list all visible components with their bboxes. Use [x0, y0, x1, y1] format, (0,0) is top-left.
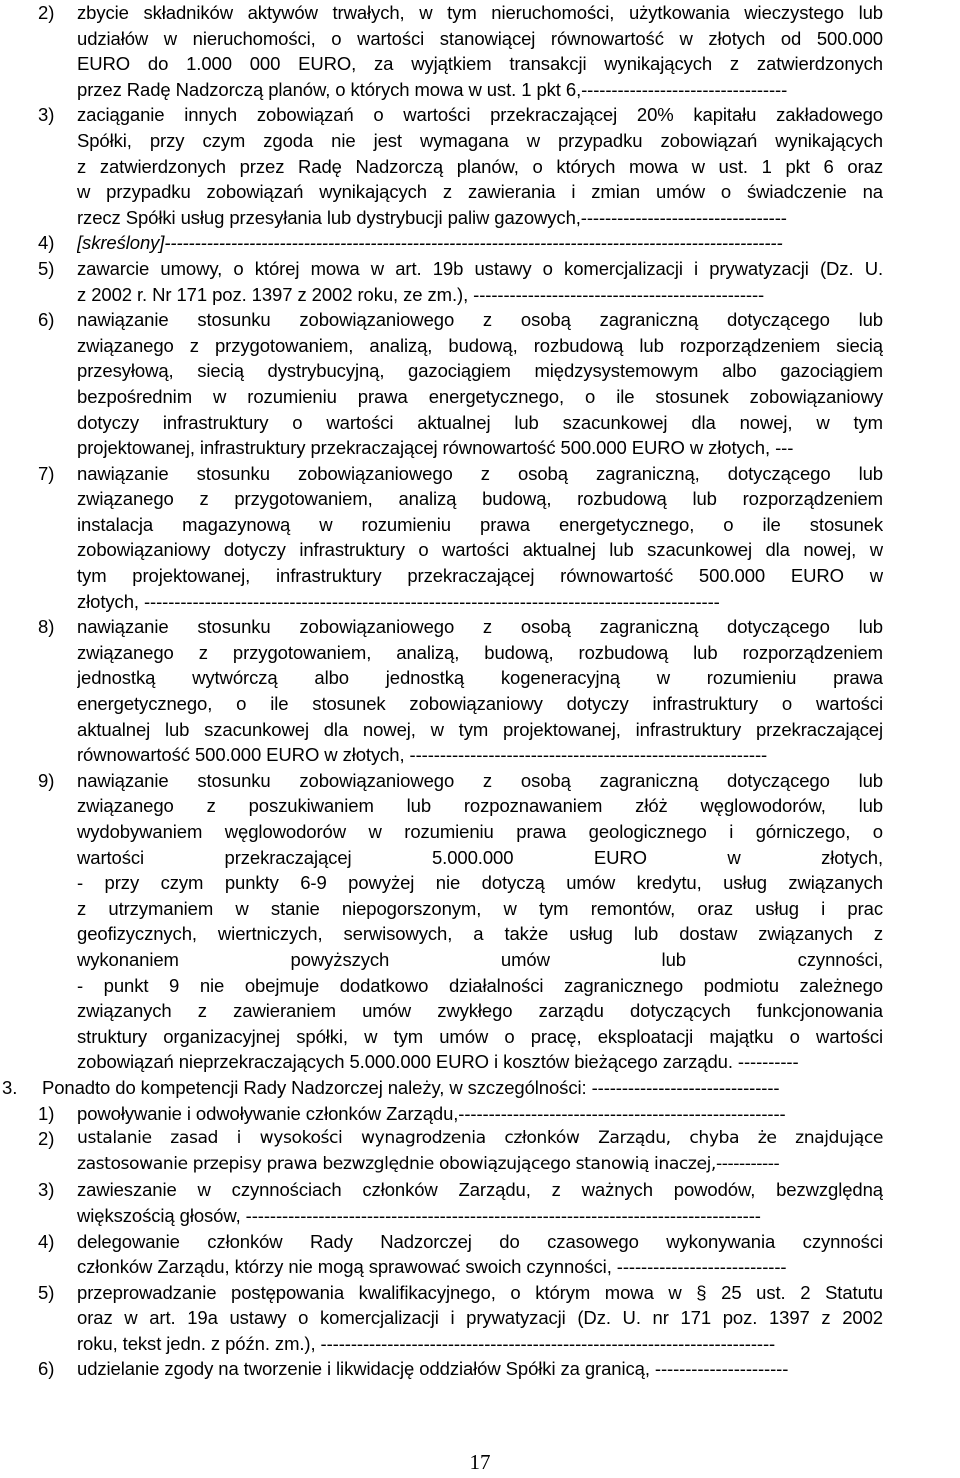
- list-item-number: 3): [38, 1179, 55, 1201]
- text-line: z zatwierdzonych przez Radę Nadzorczą planów, o których mowa w ust. 1 pkt 6 oraz: [77, 155, 883, 177]
- text-line: nawiązanie stosunku zobowiązaniowego z osobą zagraniczną dotyczącego lub: [77, 309, 883, 331]
- text-line: w przypadku zobowiązań wynikających z zawierania i zmian umów o świadczenie na: [77, 181, 883, 203]
- text-line: związanego z przygotowaniem, analizą budową, rozbudową lub rozporządzeniem: [77, 488, 883, 510]
- list-item-number: 9): [38, 769, 55, 791]
- text-line: - przy czym punkty 6-9 powyżej nie dotyczą umów kredytu, usług związanych: [77, 872, 883, 894]
- text-line: związanego z poszukiwaniem lub rozpoznawaniem złóż węglowodorów, lub: [77, 795, 883, 817]
- list-item: [0, 230, 883, 256]
- text-line: instalacja magazynową w rozumieniu prawa energetycznego, o ile stosunek: [77, 513, 883, 535]
- text-line: EURO do 1.000 000 EURO, za wyjątkiem transakcji wynikających z zatwierdzonych: [77, 53, 883, 75]
- text-line: roku, tekst jedn. z późn. zm.), ---------------------------------------------------------------------------: [77, 1332, 776, 1354]
- list-item-number: 5): [38, 1281, 55, 1303]
- list-item-number: 8): [38, 616, 55, 638]
- text-line: [skreślony]------------------------------------------------------------------------------------------------------: [77, 232, 783, 254]
- text-line: nawiązanie stosunku zobowiązaniowego z osobą zagraniczną dotyczącego lub: [77, 769, 883, 791]
- text-line: ustalanie zasad i wysokości wynagrodzenia członków Zarządu, chyba że znajdujące: [77, 1128, 883, 1149]
- list-item-number: 6): [38, 1358, 55, 1380]
- text-line: przesyłową, siecią dystrybucyjną, gazociągiem międzysystemowym albo gazociągiem: [77, 360, 883, 382]
- list-item-number: 3): [38, 104, 55, 126]
- list-item: [0, 614, 883, 768]
- page-number: 17: [469, 1450, 491, 1474]
- text-line: związanych z zawieraniem umów zwykłego zarządu dotyczących funkcjonowania: [77, 1000, 883, 1022]
- text-line: zastosowanie przepisy prawa bezwzględnie obowiązującego stanowią inaczej,-----------: [77, 1153, 780, 1174]
- text-line: geofizycznych, wiertniczych, serwisowych, a także usług lub dostaw związanych z: [77, 923, 883, 945]
- list-item-number: 4): [38, 232, 55, 254]
- text-line: energetycznego, o ile stosunek zobowiązaniowy dotyczy infrastruktury o wartości: [77, 693, 883, 715]
- text-line: związanego z przygotowaniem, analizą, budową, rozbudową lub rozporządzeniem siecią: [77, 334, 883, 356]
- list-item-number: 6): [38, 309, 55, 331]
- text-line: wartości przekraczającej 5.000.000 EURO w złotych,: [77, 846, 883, 868]
- text-line: zawieszanie w czynnościach członków Zarządu, z ważnych powodów, bezwzględną: [77, 1179, 883, 1201]
- list-item-number: 5): [38, 257, 55, 279]
- text-line: oraz w art. 19a ustawy o komercjalizacji i prywatyzacji (Dz. U. nr 171 poz. 1397 z 2002: [77, 1307, 883, 1329]
- text-line: udziałów w nieruchomości, o wartości stanowiącej równowartość w złotych od 500.000: [77, 27, 883, 49]
- text-line: udzielanie zgody na tworzenie i likwidację oddziałów Spółki za granicą, ----------------------: [77, 1358, 789, 1380]
- text-line: Spółki, przy czym zgoda nie jest wymagana w przypadku zobowiązań wynikających: [77, 129, 883, 151]
- text-line: rzecz Spółki usług przesyłania lub dystrybucji paliw gazowych,----------------------------------: [77, 206, 787, 228]
- list-item: [0, 0, 883, 102]
- list-item-number: 3.: [2, 1076, 18, 1098]
- text-line: jednostką wytwórczą albo jednostką kogeneracyjną w rozumieniu prawa: [77, 667, 883, 689]
- list-item: [0, 461, 883, 615]
- list-item-number: 4): [38, 1230, 55, 1252]
- list-item: [0, 307, 883, 461]
- text-line: projektowanej, infrastruktury przekraczającej równowartość 500.000 EURO w złotych, ---: [77, 437, 794, 459]
- text-line: dotyczy infrastruktury o wartości aktualnej lub szacunkowej dla nowej, w tym: [77, 411, 883, 433]
- text-line: związanego z przygotowaniem, analizą, budową, rozbudową lub rozporządzeniem: [77, 641, 883, 663]
- list-item-number: 1): [38, 1102, 55, 1124]
- text-line: zaciąganie innych zobowiązań o wartości przekraczającej 20% kapitału zakładowego: [77, 104, 883, 126]
- text-line: tym projektowanej, infrastruktury przekraczającej równowartość 500.000 EURO w: [77, 565, 883, 587]
- text-line: złotych, -----------------------------------------------------------------------------------------------: [77, 590, 720, 612]
- text-line: nawiązanie stosunku zobowiązaniowego z osobą zagraniczną dotyczącego lub: [77, 616, 883, 638]
- text-line: przeprowadzanie postępowania kwalifikacyjnego, o którym mowa w § 25 ust. 2 Statutu: [77, 1281, 883, 1303]
- list-item: [0, 1126, 883, 1177]
- text-line: zbycie składników aktywów trwałych, w tym nieruchomości, użytkowania wieczystego lub: [77, 2, 883, 23]
- text-line: z 2002 r. Nr 171 poz. 1397 z 2002 roku, ze zm.), ------------------------------------------------: [77, 283, 765, 305]
- text-line: równowartość 500.000 EURO w złotych, -----------------------------------------------------------: [77, 744, 768, 766]
- text-line: powoływanie i odwoływanie członków Zarządu,------------------------------------------------------: [77, 1102, 786, 1124]
- text-line: zawarcie umowy, o której mowa w art. 19b ustawy o komercjalizacji i prywatyzacji (Dz. U.: [77, 257, 883, 279]
- list-item: [0, 256, 883, 307]
- list-item-number: 7): [38, 462, 55, 484]
- list-item: [0, 768, 883, 1075]
- list-item: [0, 102, 883, 230]
- list-item: [0, 1101, 883, 1127]
- text-line: zobowiązań nieprzekraczających 5.000.000 EURO i kosztów bieżącego zarządu. ----------: [77, 1051, 799, 1073]
- text-line: większością głosów, -------------------------------------------------------------------------------------: [77, 1204, 761, 1226]
- text-line: przez Radę Nadzorczą planów, o których mowa w ust. 1 pkt 6,----------------------------------: [77, 78, 788, 100]
- text-line: z utrzymaniem w stanie niepogorszonym, w tym remontów, oraz usług i prac: [77, 897, 883, 919]
- list-item: [0, 1177, 883, 1228]
- text-line: aktualnej lub szacunkowej dla nowej, w tym projektowanej, infrastruktury przekraczającej: [77, 718, 883, 740]
- list-item: [0, 1229, 883, 1280]
- text-line: delegowanie członków Rady Nadzorczej do czasowego wykonywania czynności: [77, 1230, 883, 1252]
- list-item: [0, 1356, 883, 1382]
- section-paragraph: [0, 1075, 918, 1101]
- list-item-number: 2): [38, 2, 55, 23]
- text-line: członków Zarządu, którzy nie mogą sprawować swoich czynności, ----------------------------: [77, 1256, 787, 1278]
- text-line: - punkt 9 nie obejmuje dodatkowo działalności zagranicznego podmiotu zależnego: [77, 974, 883, 996]
- list-item-number: 2): [38, 1128, 55, 1150]
- text-line: nawiązanie stosunku zobowiązaniowego z osobą zagraniczną, dotyczącego lub: [77, 462, 883, 484]
- text-line: wykonaniem powyższych umów lub czynności,: [77, 948, 883, 970]
- text-line: Ponadto do kompetencji Rady Nadzorczej należy, w szczególności: -------------------------------: [42, 1076, 780, 1098]
- text-line: bezpośrednim w rozumieniu prawa energetycznego, o ile stosunek zobowiązaniowy: [77, 385, 883, 407]
- text-line: zobowiązaniowy dotyczy infrastruktury o wartości aktualnej lub szacunkowej dla nowej, w: [77, 539, 883, 561]
- text-line: struktury organizacyjnej spółki, w tym umów o pracę, eksploatacji majątku o wartości: [77, 1025, 883, 1047]
- text-line: wydobywaniem węglowodorów w rozumieniu prawa geologicznego i górniczego, o: [77, 821, 883, 842]
- list-item: [0, 1280, 883, 1357]
